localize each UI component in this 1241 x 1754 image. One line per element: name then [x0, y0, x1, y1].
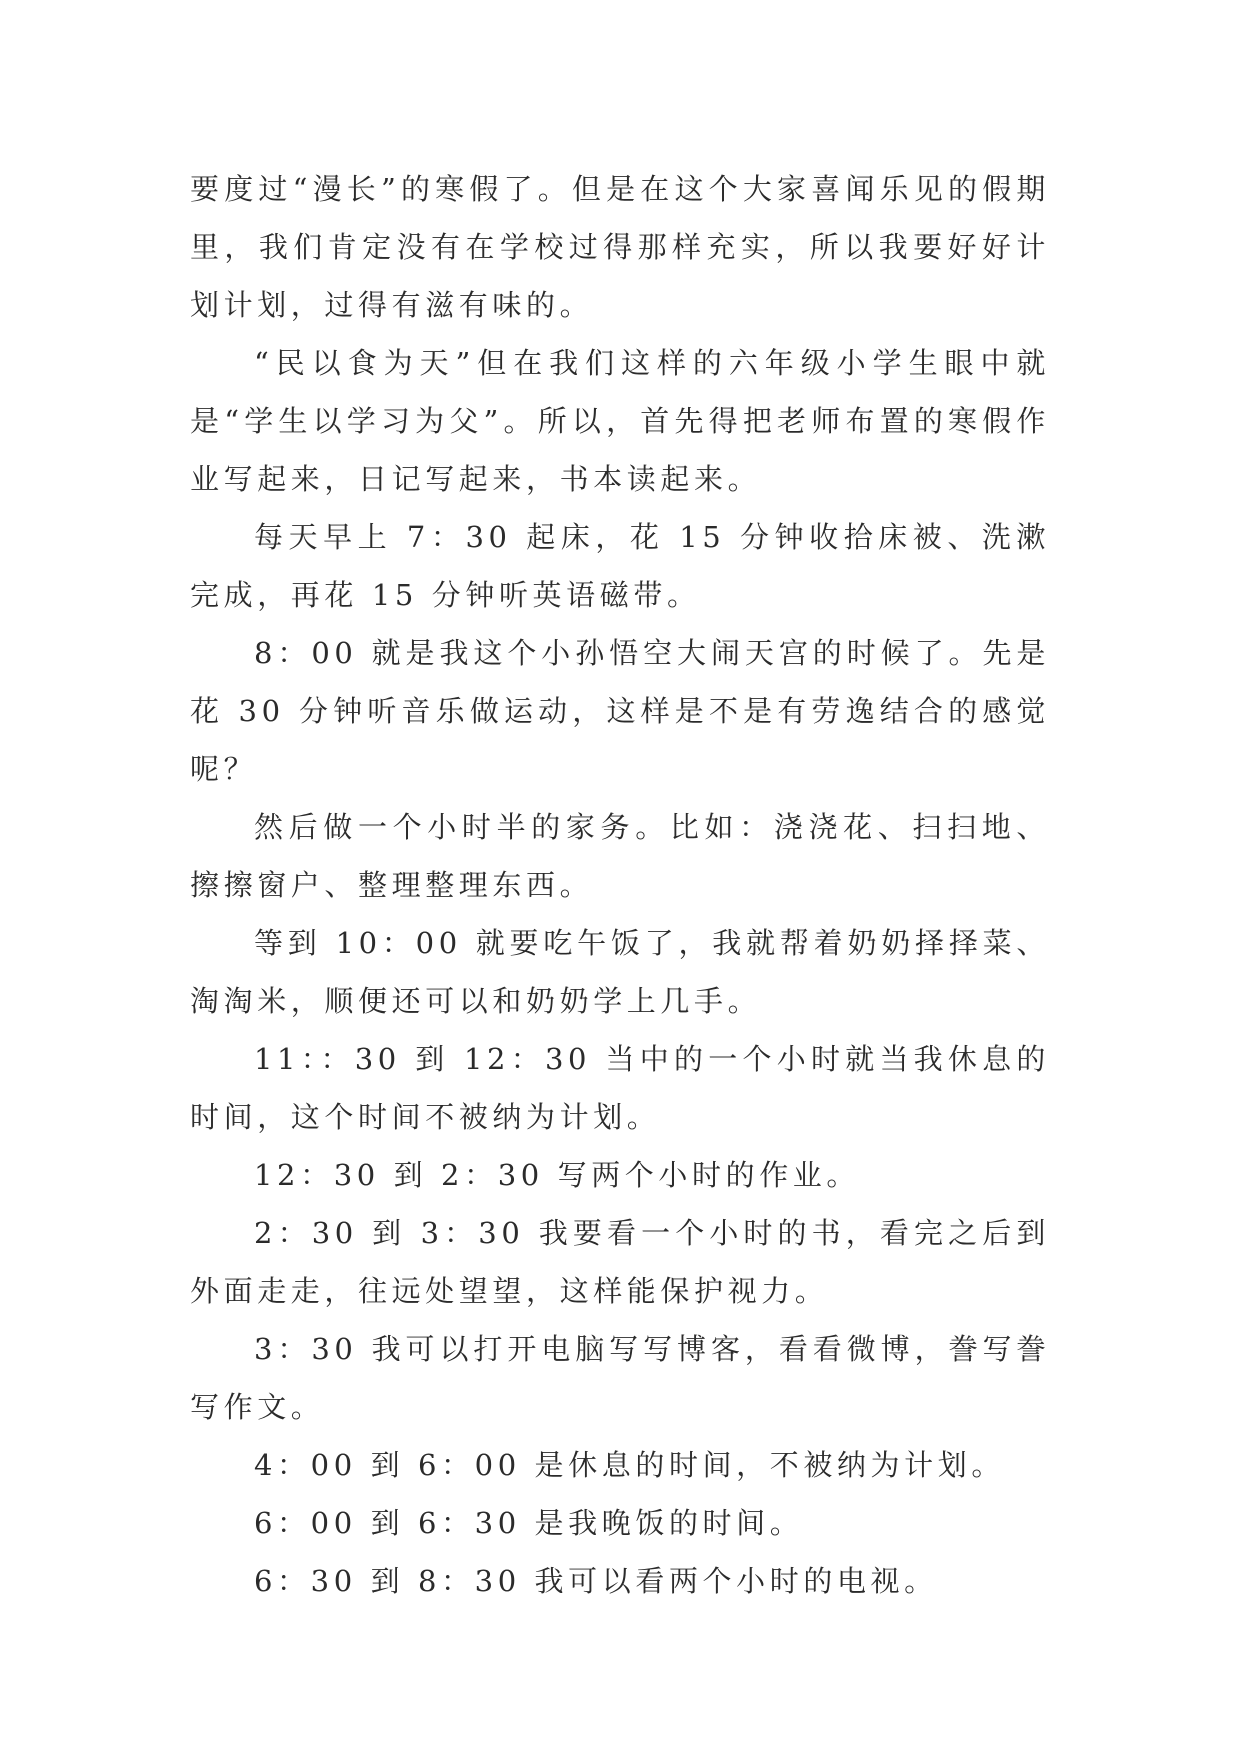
paragraph-13: 6：30 到 8：30 我可以看两个小时的电视。 — [254, 1564, 938, 1598]
paragraph-11: 4：00 到 6：00 是休息的时间，不被纳为计划。 — [254, 1448, 1005, 1482]
paragraph-2: “民以食为天”但在我们这样的六年级小学生眼中就是“学生以学习为父”。所以，首先得把老师布置的寒假作业写起来，日记写起来，书本读起来。 — [190, 346, 1050, 496]
paragraph-5: 然后做一个小时半的家务。比如：浇浇花、扫扫地、擦擦窗户、整理整理东西。 — [190, 810, 1050, 902]
paragraph-12: 6：00 到 6：30 是我晚饭的时间。 — [254, 1506, 804, 1540]
paragraph-9: 2：30 到 3：30 我要看一个小时的书，看完之后到外面走走，往远处望望，这样能保护视力。 — [190, 1216, 1050, 1308]
document-body — [190, 160, 1050, 1610]
paragraph-7: 11：：30 到 12：30 当中的一个小时就当我休息的时间，这个时间不被纳为计划。 — [190, 1042, 1050, 1134]
paragraph-1: 要度过“漫长”的寒假了。但是在这个大家喜闻乐见的假期里，我们肯定没有在学校过得那样充实，所以我要好好计划计划，过得有滋有味的。 — [190, 172, 1050, 322]
paragraph-4: 8：00 就是我这个小孙悟空大闹天宫的时候了。先是花 30 分钟听音乐做运动，这样是不是有劳逸结合的感觉呢？ — [190, 636, 1050, 786]
paragraph-6: 等到 10：00 就要吃午饭了，我就帮着奶奶择择菜、淘淘米，顺便还可以和奶奶学上几手。 — [190, 926, 1050, 1018]
paragraph-10: 3：30 我可以打开电脑写写博客，看看微博，誊写誊写作文。 — [190, 1332, 1050, 1424]
paragraph-3: 每天早上 7：30 起床，花 15 分钟收拾床被、洗漱完成，再花 15 分钟听英语磁带。 — [190, 520, 1050, 612]
paragraph-8: 12：30 到 2：30 写两个小时的作业。 — [254, 1158, 861, 1192]
